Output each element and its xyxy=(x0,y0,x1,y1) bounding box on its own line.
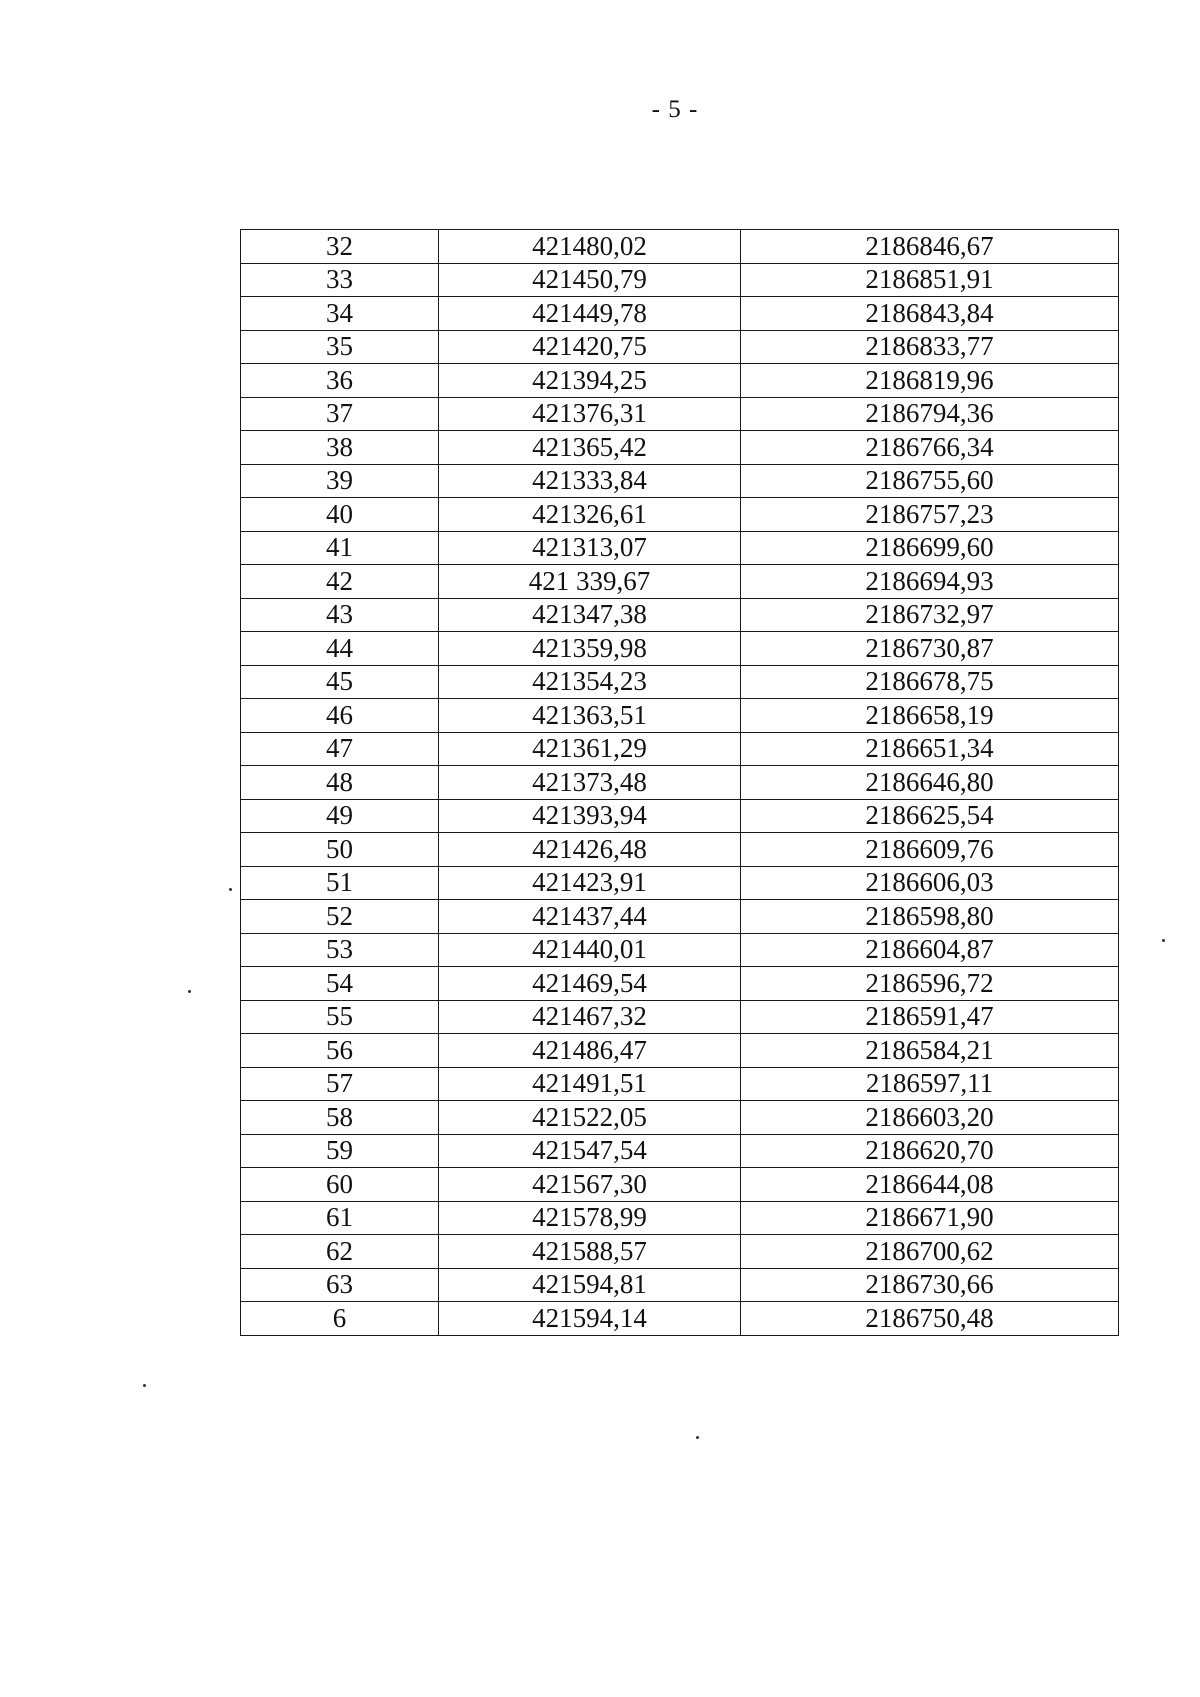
y-coordinate-cell: 2186757,23 xyxy=(741,498,1119,532)
point-number-cell: 42 xyxy=(241,565,439,599)
point-number-cell: 41 xyxy=(241,531,439,565)
point-number-cell: 59 xyxy=(241,1134,439,1168)
point-number-cell: 43 xyxy=(241,598,439,632)
point-number-cell: 62 xyxy=(241,1235,439,1269)
table-row xyxy=(241,498,1119,532)
y-coordinate-cell: 2186671,90 xyxy=(741,1201,1119,1235)
y-coordinate-cell: 2186700,62 xyxy=(741,1235,1119,1269)
x-coordinate-cell: 421450,79 xyxy=(439,263,741,297)
table-row xyxy=(241,397,1119,431)
y-coordinate-cell: 2186750,48 xyxy=(741,1302,1119,1336)
point-number-cell: 47 xyxy=(241,732,439,766)
x-coordinate-cell: 421361,29 xyxy=(439,732,741,766)
scan-speck xyxy=(188,990,191,993)
point-number-cell: 33 xyxy=(241,263,439,297)
table-row xyxy=(241,699,1119,733)
table-row xyxy=(241,1235,1119,1269)
table-row xyxy=(241,1134,1119,1168)
y-coordinate-cell: 2186730,66 xyxy=(741,1268,1119,1302)
x-coordinate-cell: 421578,99 xyxy=(439,1201,741,1235)
x-coordinate-cell: 421594,14 xyxy=(439,1302,741,1336)
point-number-cell: 45 xyxy=(241,665,439,699)
y-coordinate-cell: 2186843,84 xyxy=(741,297,1119,331)
point-number-cell: 49 xyxy=(241,799,439,833)
point-number-cell: 48 xyxy=(241,766,439,800)
scan-speck xyxy=(696,1436,699,1439)
table-row xyxy=(241,1034,1119,1068)
x-coordinate-cell: 421423,91 xyxy=(439,866,741,900)
y-coordinate-cell: 2186730,87 xyxy=(741,632,1119,666)
table-row xyxy=(241,1067,1119,1101)
y-coordinate-cell: 2186646,80 xyxy=(741,766,1119,800)
table-row xyxy=(241,665,1119,699)
x-coordinate-cell: 421491,51 xyxy=(439,1067,741,1101)
x-coordinate-cell: 421394,25 xyxy=(439,364,741,398)
x-coordinate-cell: 421363,51 xyxy=(439,699,741,733)
x-coordinate-cell: 421333,84 xyxy=(439,464,741,498)
y-coordinate-cell: 2186694,93 xyxy=(741,565,1119,599)
x-coordinate-cell: 421365,42 xyxy=(439,431,741,465)
table-row xyxy=(241,967,1119,1001)
table-row xyxy=(241,1000,1119,1034)
x-coordinate-cell: 421373,48 xyxy=(439,766,741,800)
x-coordinate-cell: 421480,02 xyxy=(439,230,741,264)
scan-speck xyxy=(143,1384,146,1387)
point-number-cell: 35 xyxy=(241,330,439,364)
coordinates-table xyxy=(240,229,1119,1336)
x-coordinate-cell: 421326,61 xyxy=(439,498,741,532)
x-coordinate-cell: 421347,38 xyxy=(439,598,741,632)
point-number-cell: 37 xyxy=(241,397,439,431)
point-number-cell: 60 xyxy=(241,1168,439,1202)
x-coordinate-cell: 421467,32 xyxy=(439,1000,741,1034)
point-number-cell: 52 xyxy=(241,900,439,934)
y-coordinate-cell: 2186846,67 xyxy=(741,230,1119,264)
point-number-cell: 38 xyxy=(241,431,439,465)
y-coordinate-cell: 2186651,34 xyxy=(741,732,1119,766)
point-number-cell: 57 xyxy=(241,1067,439,1101)
y-coordinate-cell: 2186766,34 xyxy=(741,431,1119,465)
x-coordinate-cell: 421486,47 xyxy=(439,1034,741,1068)
table-row xyxy=(241,1168,1119,1202)
point-number-cell: 36 xyxy=(241,364,439,398)
point-number-cell: 34 xyxy=(241,297,439,331)
y-coordinate-cell: 2186625,54 xyxy=(741,799,1119,833)
x-coordinate-cell: 421588,57 xyxy=(439,1235,741,1269)
y-coordinate-cell: 2186603,20 xyxy=(741,1101,1119,1135)
point-number-cell: 53 xyxy=(241,933,439,967)
table-row xyxy=(241,364,1119,398)
y-coordinate-cell: 2186732,97 xyxy=(741,598,1119,632)
point-number-cell: 50 xyxy=(241,833,439,867)
table-row xyxy=(241,431,1119,465)
point-number-cell: 63 xyxy=(241,1268,439,1302)
table-row xyxy=(241,464,1119,498)
x-coordinate-cell: 421522,05 xyxy=(439,1101,741,1135)
point-number-cell: 40 xyxy=(241,498,439,532)
table-row xyxy=(241,598,1119,632)
y-coordinate-cell: 2186604,87 xyxy=(741,933,1119,967)
table-row xyxy=(241,1302,1119,1336)
table-row xyxy=(241,900,1119,934)
page-number: - 5 - xyxy=(651,96,699,123)
table-row xyxy=(241,866,1119,900)
point-number-cell: 58 xyxy=(241,1101,439,1135)
x-coordinate-cell: 421393,94 xyxy=(439,799,741,833)
table-row xyxy=(241,1201,1119,1235)
y-coordinate-cell: 2186678,75 xyxy=(741,665,1119,699)
table-row xyxy=(241,531,1119,565)
point-number-cell: 51 xyxy=(241,866,439,900)
y-coordinate-cell: 2186620,70 xyxy=(741,1134,1119,1168)
scan-speck xyxy=(229,888,232,891)
x-coordinate-cell: 421449,78 xyxy=(439,297,741,331)
x-coordinate-cell: 421547,54 xyxy=(439,1134,741,1168)
table-row xyxy=(241,297,1119,331)
table-row xyxy=(241,799,1119,833)
table-row xyxy=(241,766,1119,800)
table-row xyxy=(241,1268,1119,1302)
table-row xyxy=(241,632,1119,666)
point-number-cell: 44 xyxy=(241,632,439,666)
point-number-cell: 54 xyxy=(241,967,439,1001)
x-coordinate-cell: 421567,30 xyxy=(439,1168,741,1202)
y-coordinate-cell: 2186794,36 xyxy=(741,397,1119,431)
point-number-cell: 6 xyxy=(241,1302,439,1336)
y-coordinate-cell: 2186606,03 xyxy=(741,866,1119,900)
point-number-cell: 61 xyxy=(241,1201,439,1235)
x-coordinate-cell: 421426,48 xyxy=(439,833,741,867)
y-coordinate-cell: 2186609,76 xyxy=(741,833,1119,867)
y-coordinate-cell: 2186584,21 xyxy=(741,1034,1119,1068)
table-row xyxy=(241,933,1119,967)
table-row xyxy=(241,230,1119,264)
x-coordinate-cell: 421 339,67 xyxy=(439,565,741,599)
point-number-cell: 39 xyxy=(241,464,439,498)
table-row xyxy=(241,732,1119,766)
y-coordinate-cell: 2186819,96 xyxy=(741,364,1119,398)
x-coordinate-cell: 421359,98 xyxy=(439,632,741,666)
x-coordinate-cell: 421594,81 xyxy=(439,1268,741,1302)
x-coordinate-cell: 421376,31 xyxy=(439,397,741,431)
y-coordinate-cell: 2186851,91 xyxy=(741,263,1119,297)
y-coordinate-cell: 2186598,80 xyxy=(741,900,1119,934)
x-coordinate-cell: 421420,75 xyxy=(439,330,741,364)
table-row xyxy=(241,330,1119,364)
coordinates-table-body xyxy=(241,230,1119,1336)
y-coordinate-cell: 2186658,19 xyxy=(741,699,1119,733)
point-number-cell: 55 xyxy=(241,1000,439,1034)
point-number-cell: 32 xyxy=(241,230,439,264)
x-coordinate-cell: 421313,07 xyxy=(439,531,741,565)
x-coordinate-cell: 421469,54 xyxy=(439,967,741,1001)
x-coordinate-cell: 421440,01 xyxy=(439,933,741,967)
table-row xyxy=(241,565,1119,599)
table-row xyxy=(241,833,1119,867)
y-coordinate-cell: 2186591,47 xyxy=(741,1000,1119,1034)
x-coordinate-cell: 421437,44 xyxy=(439,900,741,934)
point-number-cell: 56 xyxy=(241,1034,439,1068)
point-number-cell: 46 xyxy=(241,699,439,733)
table-row xyxy=(241,263,1119,297)
table-row xyxy=(241,1101,1119,1135)
y-coordinate-cell: 2186597,11 xyxy=(741,1067,1119,1101)
scan-speck xyxy=(1162,939,1165,942)
y-coordinate-cell: 2186699,60 xyxy=(741,531,1119,565)
y-coordinate-cell: 2186755,60 xyxy=(741,464,1119,498)
y-coordinate-cell: 2186644,08 xyxy=(741,1168,1119,1202)
x-coordinate-cell: 421354,23 xyxy=(439,665,741,699)
y-coordinate-cell: 2186833,77 xyxy=(741,330,1119,364)
y-coordinate-cell: 2186596,72 xyxy=(741,967,1119,1001)
